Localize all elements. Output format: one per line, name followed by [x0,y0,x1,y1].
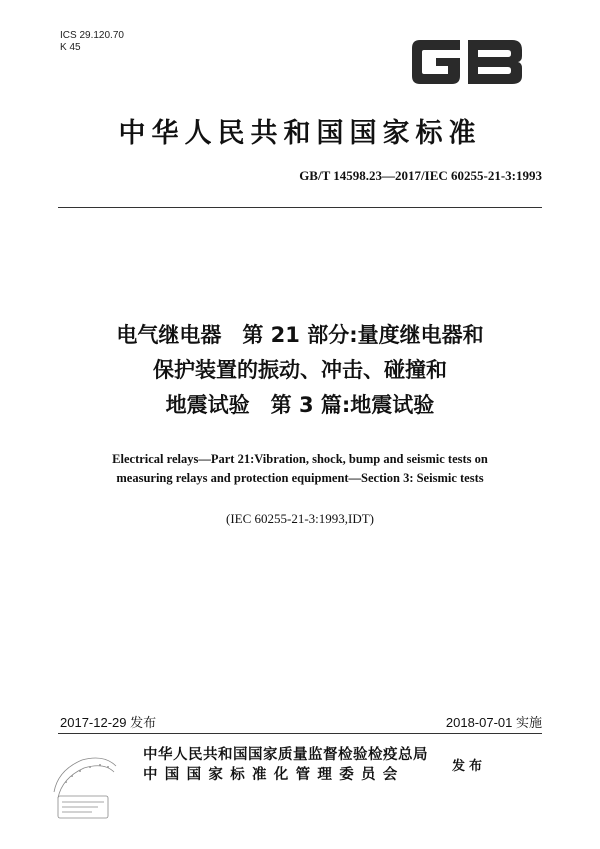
standard-number: GB/T 14598.23—2017/IEC 60255-21-3:1993 [299,168,542,183]
ics-code: ICS 29.120.70 [60,30,124,41]
footer-divider [58,733,542,734]
english-title-line-2: measuring relays and protection equipment—Section 3: Seismic tests [116,471,484,485]
national-standard-title: 中华人民共和国国家标准 [118,118,482,149]
chinese-title-line-3: 地震试验 第 3 篇:地震试验 [165,393,435,417]
english-title-line-1: Electrical relays—Part 21:Vibration, shock, bump and seismic tests on [112,452,488,466]
chinese-title [0,318,600,423]
header-divider [58,207,542,208]
issuer-aqsiq: 中华人民共和国国家质量监督检验检疫总局 [143,747,428,763]
implementation-date: 2018-07-01 实施 [445,715,542,730]
ccs-code: K 45 [60,42,81,53]
gb-logo-icon [408,38,526,86]
issuer-sac: 中国国家标准化管理委员会 [143,767,405,783]
issuing-authorities [143,745,428,785]
iec-reference: (IEC 60255-21-3:1993,IDT) [225,511,375,526]
ics-block [60,30,124,54]
english-title [0,450,600,488]
publish-label: 发布 [452,759,487,774]
issue-date: 2017-12-29 发布 [60,715,157,730]
chinese-title-line-2: 保护装置的振动、冲击、碰撞和 [153,358,447,382]
seal-stamp-icon [48,752,122,824]
chinese-title-line-1: 电气继电器 第 21 部分:量度继电器和 [116,323,484,347]
